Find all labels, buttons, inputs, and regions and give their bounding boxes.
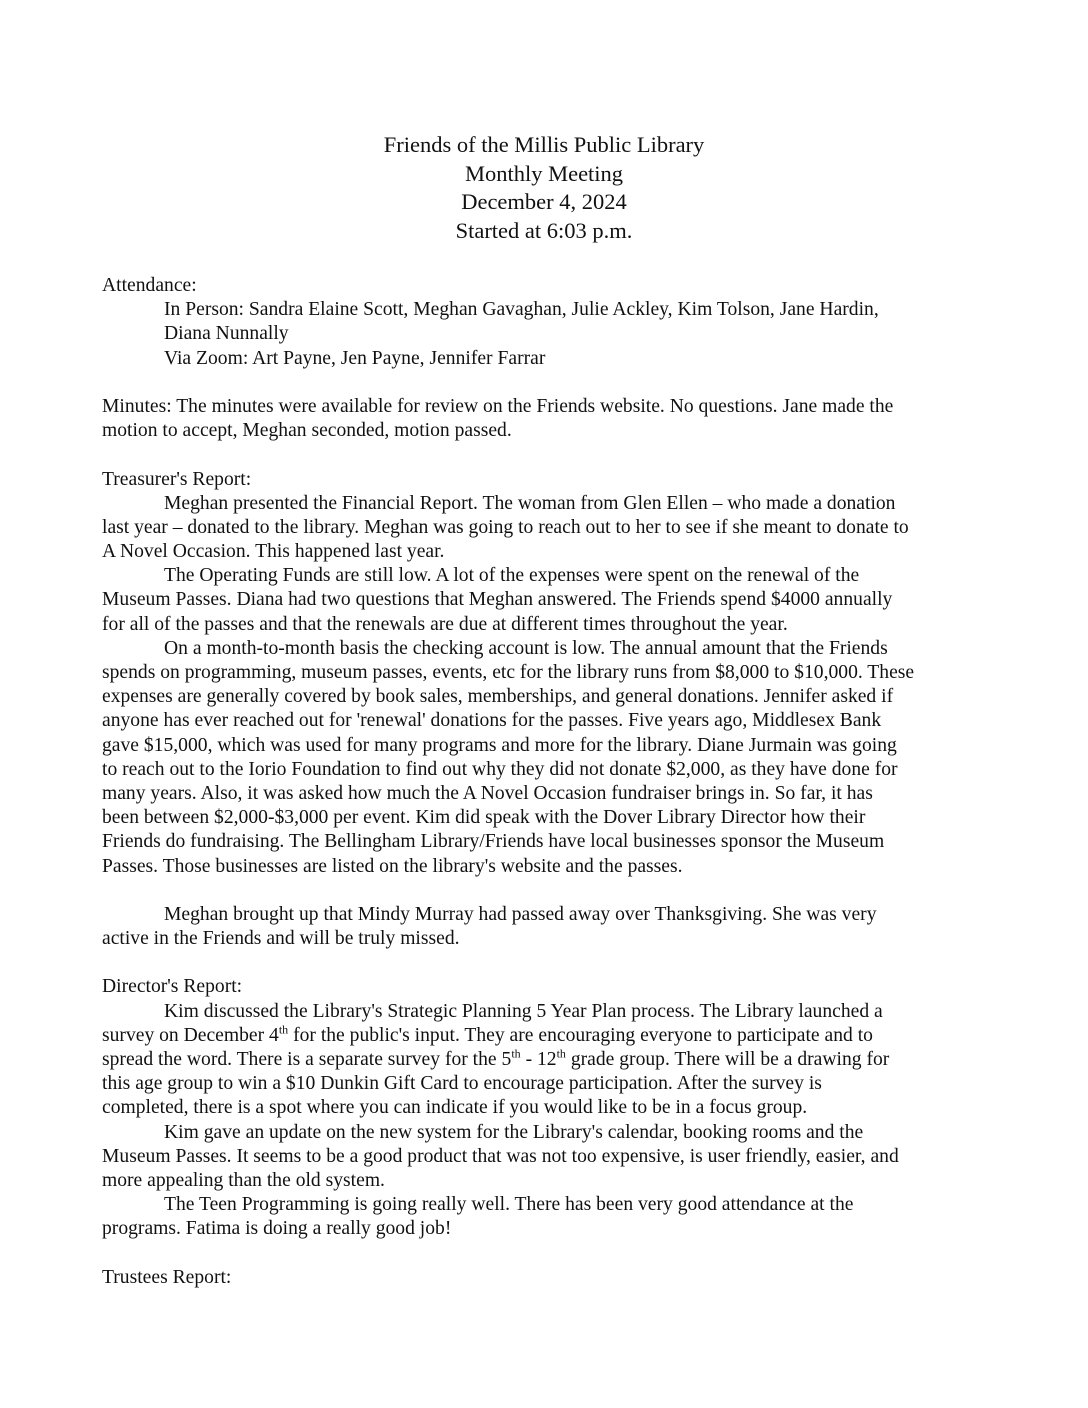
director-text: grade group. There will be a drawing for bbox=[565, 1049, 890, 1070]
treasurer-line: expenses are generally covered by book sales, memberships, and general donations. Jennifer asked if bbox=[102, 686, 894, 708]
ordinal-suffix: th bbox=[511, 1046, 521, 1061]
treasurer-line: A Novel Occasion. This happened last year. bbox=[102, 541, 445, 563]
document-body bbox=[102, 274, 992, 1290]
treasurer-line: active in the Friends and will be truly missed. bbox=[102, 928, 460, 950]
director-line: programs. Fatima is doing a really good job! bbox=[102, 1218, 452, 1240]
director-line: Kim gave an update on the new system for the Library's calendar, booking rooms and the bbox=[164, 1121, 864, 1143]
document-title-block bbox=[0, 131, 1088, 245]
director-line: The Teen Programming is going really well. There has been very good attendance at the bbox=[164, 1194, 854, 1216]
director-line bbox=[102, 1048, 992, 1072]
treasurer-line: Meghan presented the Financial Report. The woman from Glen Ellen – who made a donation bbox=[164, 492, 896, 514]
director-line: this age group to win a $10 Dunkin Gift Card to encourage participation. After the survey is bbox=[102, 1073, 822, 1095]
treasurer-line: been between $2,000-$3,000 per event. Kim did speak with the Dover Library Director how their bbox=[102, 807, 866, 829]
treasurer-line: The Operating Funds are still low. A lot of the expenses were spent on the renewal of the bbox=[164, 565, 860, 587]
treasurer-line: Passes. Those businesses are listed on the library's website and the passes. bbox=[102, 855, 683, 877]
director-line: Kim discussed the Library's Strategic Planning 5 Year Plan process. The Library launched a bbox=[164, 1000, 883, 1022]
treasurer-line: Museum Passes. Diana had two questions that Meghan answered. The Friends spend $4000 annually bbox=[102, 589, 893, 611]
treasurer-line: anyone has ever reached out for 'renewal' donations for the passes. Five years ago, Middlesex Bank bbox=[102, 710, 882, 732]
director-line: Museum Passes. It seems to be a good product that was not too expensive, is user friendly, easier, and bbox=[102, 1145, 899, 1167]
minutes-line: Minutes: The minutes were available for review on the Friends website. No questions. Jane made the bbox=[102, 395, 894, 417]
trustees-heading: Trustees Report: bbox=[102, 1266, 232, 1288]
treasurer-line: for all of the passes and that the renewals are due at different times throughout the year. bbox=[102, 613, 788, 635]
treasurer-line: last year – donated to the library. Meghan was going to reach out to her to see if she meant to donate to bbox=[102, 516, 909, 538]
attendance-heading: Attendance: bbox=[102, 275, 197, 296]
director-text: - 12 bbox=[520, 1049, 557, 1070]
treasurer-line: to reach out to the Iorio Foundation to find out why they did not donate $2,000, as they have done for bbox=[102, 758, 898, 780]
treasurer-line: Meghan brought up that Mindy Murray had passed away over Thanksgiving. She was very bbox=[164, 903, 877, 925]
director-text: for the public's input. They are encouraging everyone to participate and to bbox=[288, 1024, 873, 1046]
treasurer-line: many years. Also, it was asked how much the A Novel Occasion fundraiser brings in. So far, it has bbox=[102, 782, 873, 804]
treasurer-line: spends on programming, museum passes, events, etc for the library runs from $8,000 to $10,000. These bbox=[102, 662, 915, 683]
director-heading: Director's Report: bbox=[102, 976, 243, 998]
ordinal-suffix: th bbox=[556, 1046, 566, 1061]
treasurer-line: Friends do fundraising. The Bellingham Library/Friends have local businesses sponsor the Museum bbox=[102, 831, 885, 853]
treasurer-heading: Treasurer's Report: bbox=[102, 468, 252, 490]
organization-name: Friends of the Millis Public Library bbox=[383, 132, 705, 157]
director-line bbox=[102, 1024, 992, 1048]
attendance-in-person: In Person: Sandra Elaine Scott, Meghan Gavaghan, Julie Ackley, Kim Tolson, Jane Hardin, bbox=[164, 299, 879, 321]
attendance-zoom: Via Zoom: Art Payne, Jen Payne, Jennifer Farrar bbox=[164, 347, 546, 369]
minutes-line: motion to accept, Meghan seconded, motion passed. bbox=[102, 420, 512, 442]
director-line: more appealing than the old system. bbox=[102, 1169, 385, 1191]
treasurer-line: gave $15,000, which was used for many programs and more for the library. Diane Jurmain was going bbox=[102, 734, 897, 756]
director-text: survey on December 4 bbox=[102, 1024, 279, 1046]
ordinal-suffix: th bbox=[278, 1022, 289, 1037]
director-text: spread the word. There is a separate survey for the 5 bbox=[102, 1049, 512, 1070]
treasurer-line: On a month-to-month basis the checking account is low. The annual amount that the Friends bbox=[164, 637, 888, 659]
start-time: Started at 6:03 p.m. bbox=[455, 217, 633, 243]
meeting-date: December 4, 2024 bbox=[461, 189, 627, 215]
director-line: completed, there is a spot where you can indicate if you would like to be in a focus group. bbox=[102, 1097, 808, 1119]
meeting-type: Monthly Meeting bbox=[464, 160, 624, 186]
attendance-in-person-cont: Diana Nunnally bbox=[164, 323, 289, 345]
